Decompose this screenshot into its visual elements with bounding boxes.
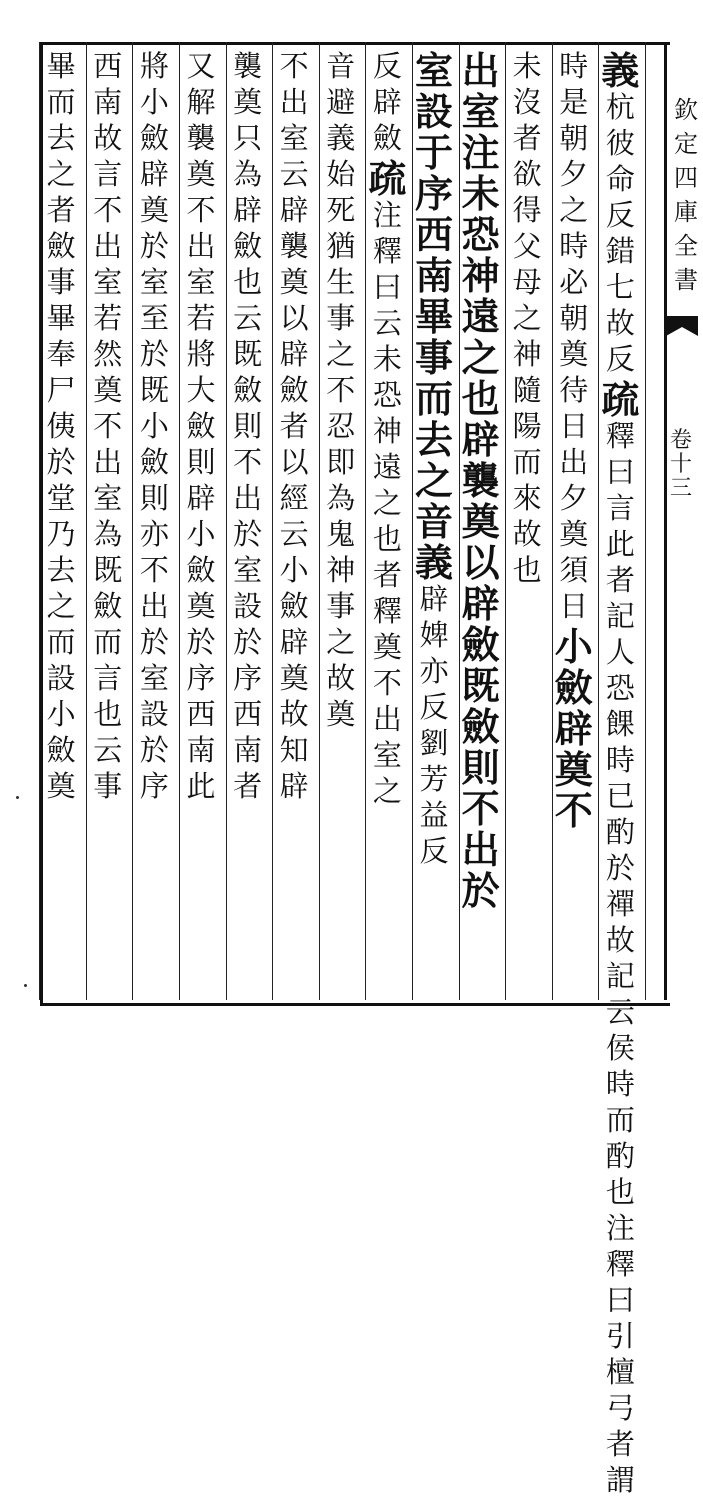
ink-speck bbox=[24, 984, 27, 987]
text-column bbox=[85, 49, 131, 808]
text-column bbox=[318, 49, 364, 736]
main-text-segment: 室 設 于 序 西 南 畢 事 而 去 之 bbox=[414, 48, 453, 503]
text-column bbox=[597, 48, 643, 1502]
annotation-segment: 斂 bbox=[372, 121, 402, 155]
annotation-segment: 義 始 死 猶 生 事 之 不 忍 即 為 鬼 神 事 之 故 奠 bbox=[326, 121, 356, 731]
column-rule bbox=[645, 42, 646, 1000]
annotation-segment: 辟 婢 亦 反 劉 芳 益 反 bbox=[419, 582, 449, 868]
annotation-segment: 釋 曰 言 此 者 記 人 恐 餜 時 已 酌 於 禪 故 記 云 侯 時 而 酌 也 注 釋 曰 引 檀 弓 者 謂 bbox=[605, 419, 635, 1497]
volume-char: 三 bbox=[670, 476, 693, 501]
main-text-segment: 義 bbox=[601, 48, 640, 93]
main-text-segment: 小 斂 辟 奠 不 bbox=[554, 624, 593, 833]
page-gutter bbox=[669, 42, 703, 1000]
book-title bbox=[669, 98, 703, 302]
gutter-char: 欽 bbox=[674, 96, 698, 124]
volume-label bbox=[670, 430, 692, 502]
gutter-char: 庫 bbox=[674, 198, 698, 226]
main-text-segment: 音 義 bbox=[414, 499, 453, 585]
annotation-segment: 注 釋 曰 云 未 恐 神 遠 之 也 者 釋 奠 不 出 室 之 bbox=[372, 198, 402, 808]
annotation-segment: 不 出 室 云 辟 襲 奠 以 辟 斂 者 以 經 云 小 斂 辟 奠 故 知 辟 bbox=[279, 49, 309, 803]
text-column bbox=[504, 49, 550, 592]
main-text-segment: 出 室 注 未 恐 神 遠 之 也 辟 襲 奠 以 辟 斂 既 斂 則 不 出 於 bbox=[461, 48, 500, 913]
gutter-char: 定 bbox=[674, 130, 698, 158]
annotation-segment: 未 沒 者 欲 得 父 母 之 神 隨 陽 而 來 故 也 bbox=[512, 49, 542, 587]
gutter-char: 四 bbox=[674, 164, 698, 192]
annotation-segment: 音 避 bbox=[326, 49, 356, 119]
text-column bbox=[271, 49, 317, 808]
annotation-segment: 杭 彼 命 反 錯 七 故 反 bbox=[605, 90, 635, 376]
annotation-segment: 又 解 襲 奠 不 出 室 若 將 大 斂 則 辟 小 斂 奠 於 序 西 南 此 bbox=[186, 49, 216, 803]
volume-char: 卷 bbox=[670, 428, 693, 453]
annotation-segment: 西 南 故 言 不 出 室 若 然 奠 不 出 室 為 既 斂 而 言 也 云 事 bbox=[93, 49, 123, 803]
text-column bbox=[411, 48, 457, 873]
gutter-char: 書 bbox=[674, 266, 698, 294]
text-column bbox=[364, 49, 410, 813]
ink-speck bbox=[16, 796, 19, 799]
annotation-segment: 襲 奠 只 為 辟 斂 也 云 既 斂 則 不 出 於 室 設 於 序 西 南 者 bbox=[233, 49, 263, 803]
main-text-segment: 疏 bbox=[601, 377, 640, 422]
page-border-right bbox=[664, 42, 667, 1000]
annotation-segment: 時 是 朝 夕 之 時 必 朝 奠 待 日 出 夕 奠 須 日 bbox=[559, 49, 589, 623]
text-column bbox=[225, 49, 271, 808]
text-column bbox=[131, 49, 177, 808]
volume-char: 十 bbox=[670, 452, 693, 477]
text-column bbox=[178, 49, 224, 808]
annotation-segment: 將 小 斂 辟 奠 於 室 至 於 既 小 斂 則 亦 不 出 於 室 設 於 序 bbox=[139, 49, 169, 803]
gutter-char: 全 bbox=[674, 232, 698, 260]
text-column bbox=[458, 48, 504, 913]
text-column bbox=[38, 49, 84, 808]
text-column bbox=[551, 49, 597, 833]
annotation-segment: 畢 而 去 之 者 斂 事 畢 奉 尸 侇 於 堂 乃 去 之 而 設 小 斂 奠 bbox=[46, 49, 76, 803]
main-text-segment: 疏 bbox=[368, 156, 407, 201]
annotation-segment: 反 辟 bbox=[372, 49, 402, 119]
